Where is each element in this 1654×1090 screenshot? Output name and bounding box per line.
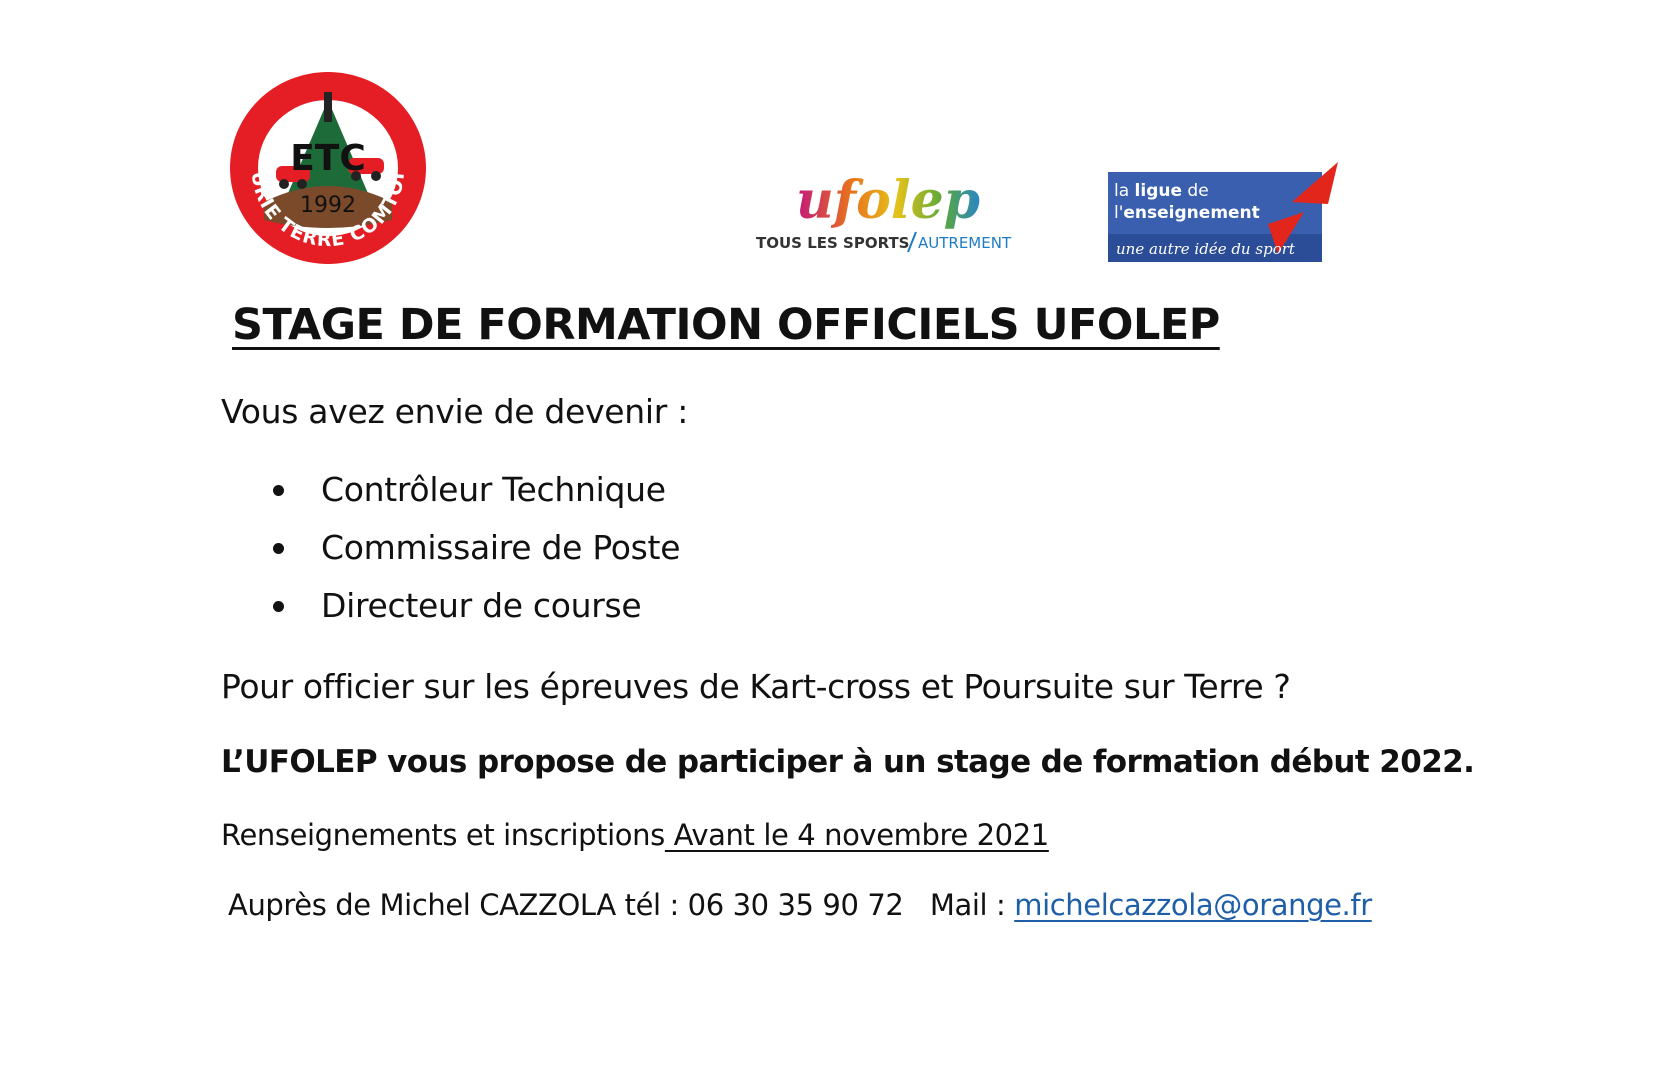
svg-text:l'enseignement [1114, 203, 1260, 223]
role-label: Contrôleur Technique [321, 470, 666, 509]
bullet-icon [273, 601, 284, 612]
proposal-text: L’UFOLEP vous propose de participer à un stage de formation début 2022. [221, 744, 1475, 780]
ligue-word-de: de [1187, 181, 1209, 201]
page-title: STAGE DE FORMATION OFFICIELS UFOLEP [232, 300, 1220, 350]
ufolep-wordmark: ufolep [795, 172, 981, 231]
ligue-word-la: la [1114, 181, 1130, 201]
ligue-enseignement-logo [1108, 162, 1340, 270]
ligue-word-enseignement: enseignement [1123, 203, 1260, 223]
contact-info [228, 888, 1372, 922]
ufolep-tagline-right: AUTREMENT [918, 234, 1012, 252]
ufolep-logo [752, 172, 1032, 256]
role-label: Directeur de course [321, 586, 642, 625]
question-text: Pour officier sur les épreuves de Kart-cross et Poursuite sur Terre ? [221, 667, 1291, 706]
ufolep-tagline-left: TOUS LES SPORTS [756, 234, 910, 252]
ecurie-terre-comtoise-logo [228, 70, 428, 266]
deadline-prefix: Renseignements et inscriptions [221, 818, 665, 852]
ecurie-logo-graphic [228, 70, 428, 266]
ecurie-monogram: ETC [290, 138, 366, 179]
email-link[interactable]: michelcazzola@orange.fr [1014, 888, 1372, 922]
intro-text: Vous avez envie de devenir : [221, 392, 689, 431]
role-label: Commissaire de Poste [321, 528, 681, 567]
ligue-tagline: une autre idée du sport [1116, 240, 1295, 258]
contact-text: Auprès de Michel CAZZOLA tél : 06 30 35 90 72 Mail : [228, 888, 1015, 922]
deadline-date: Avant le 4 novembre 2021 [664, 818, 1049, 852]
ligue-word-ligue: ligue [1134, 181, 1183, 201]
bullet-icon [273, 485, 284, 496]
svg-text:la ligue de [1114, 181, 1209, 201]
ligue-word-l: l' [1114, 203, 1124, 223]
ligue-logo-graphic [1108, 162, 1340, 270]
ecurie-year: 1992 [300, 193, 356, 218]
bullet-icon [273, 543, 284, 554]
ufolep-logo-graphic [752, 172, 1032, 256]
ecurie-ring-text: URIE TERRE COMTOI [246, 170, 410, 252]
registration-deadline [221, 818, 1049, 852]
